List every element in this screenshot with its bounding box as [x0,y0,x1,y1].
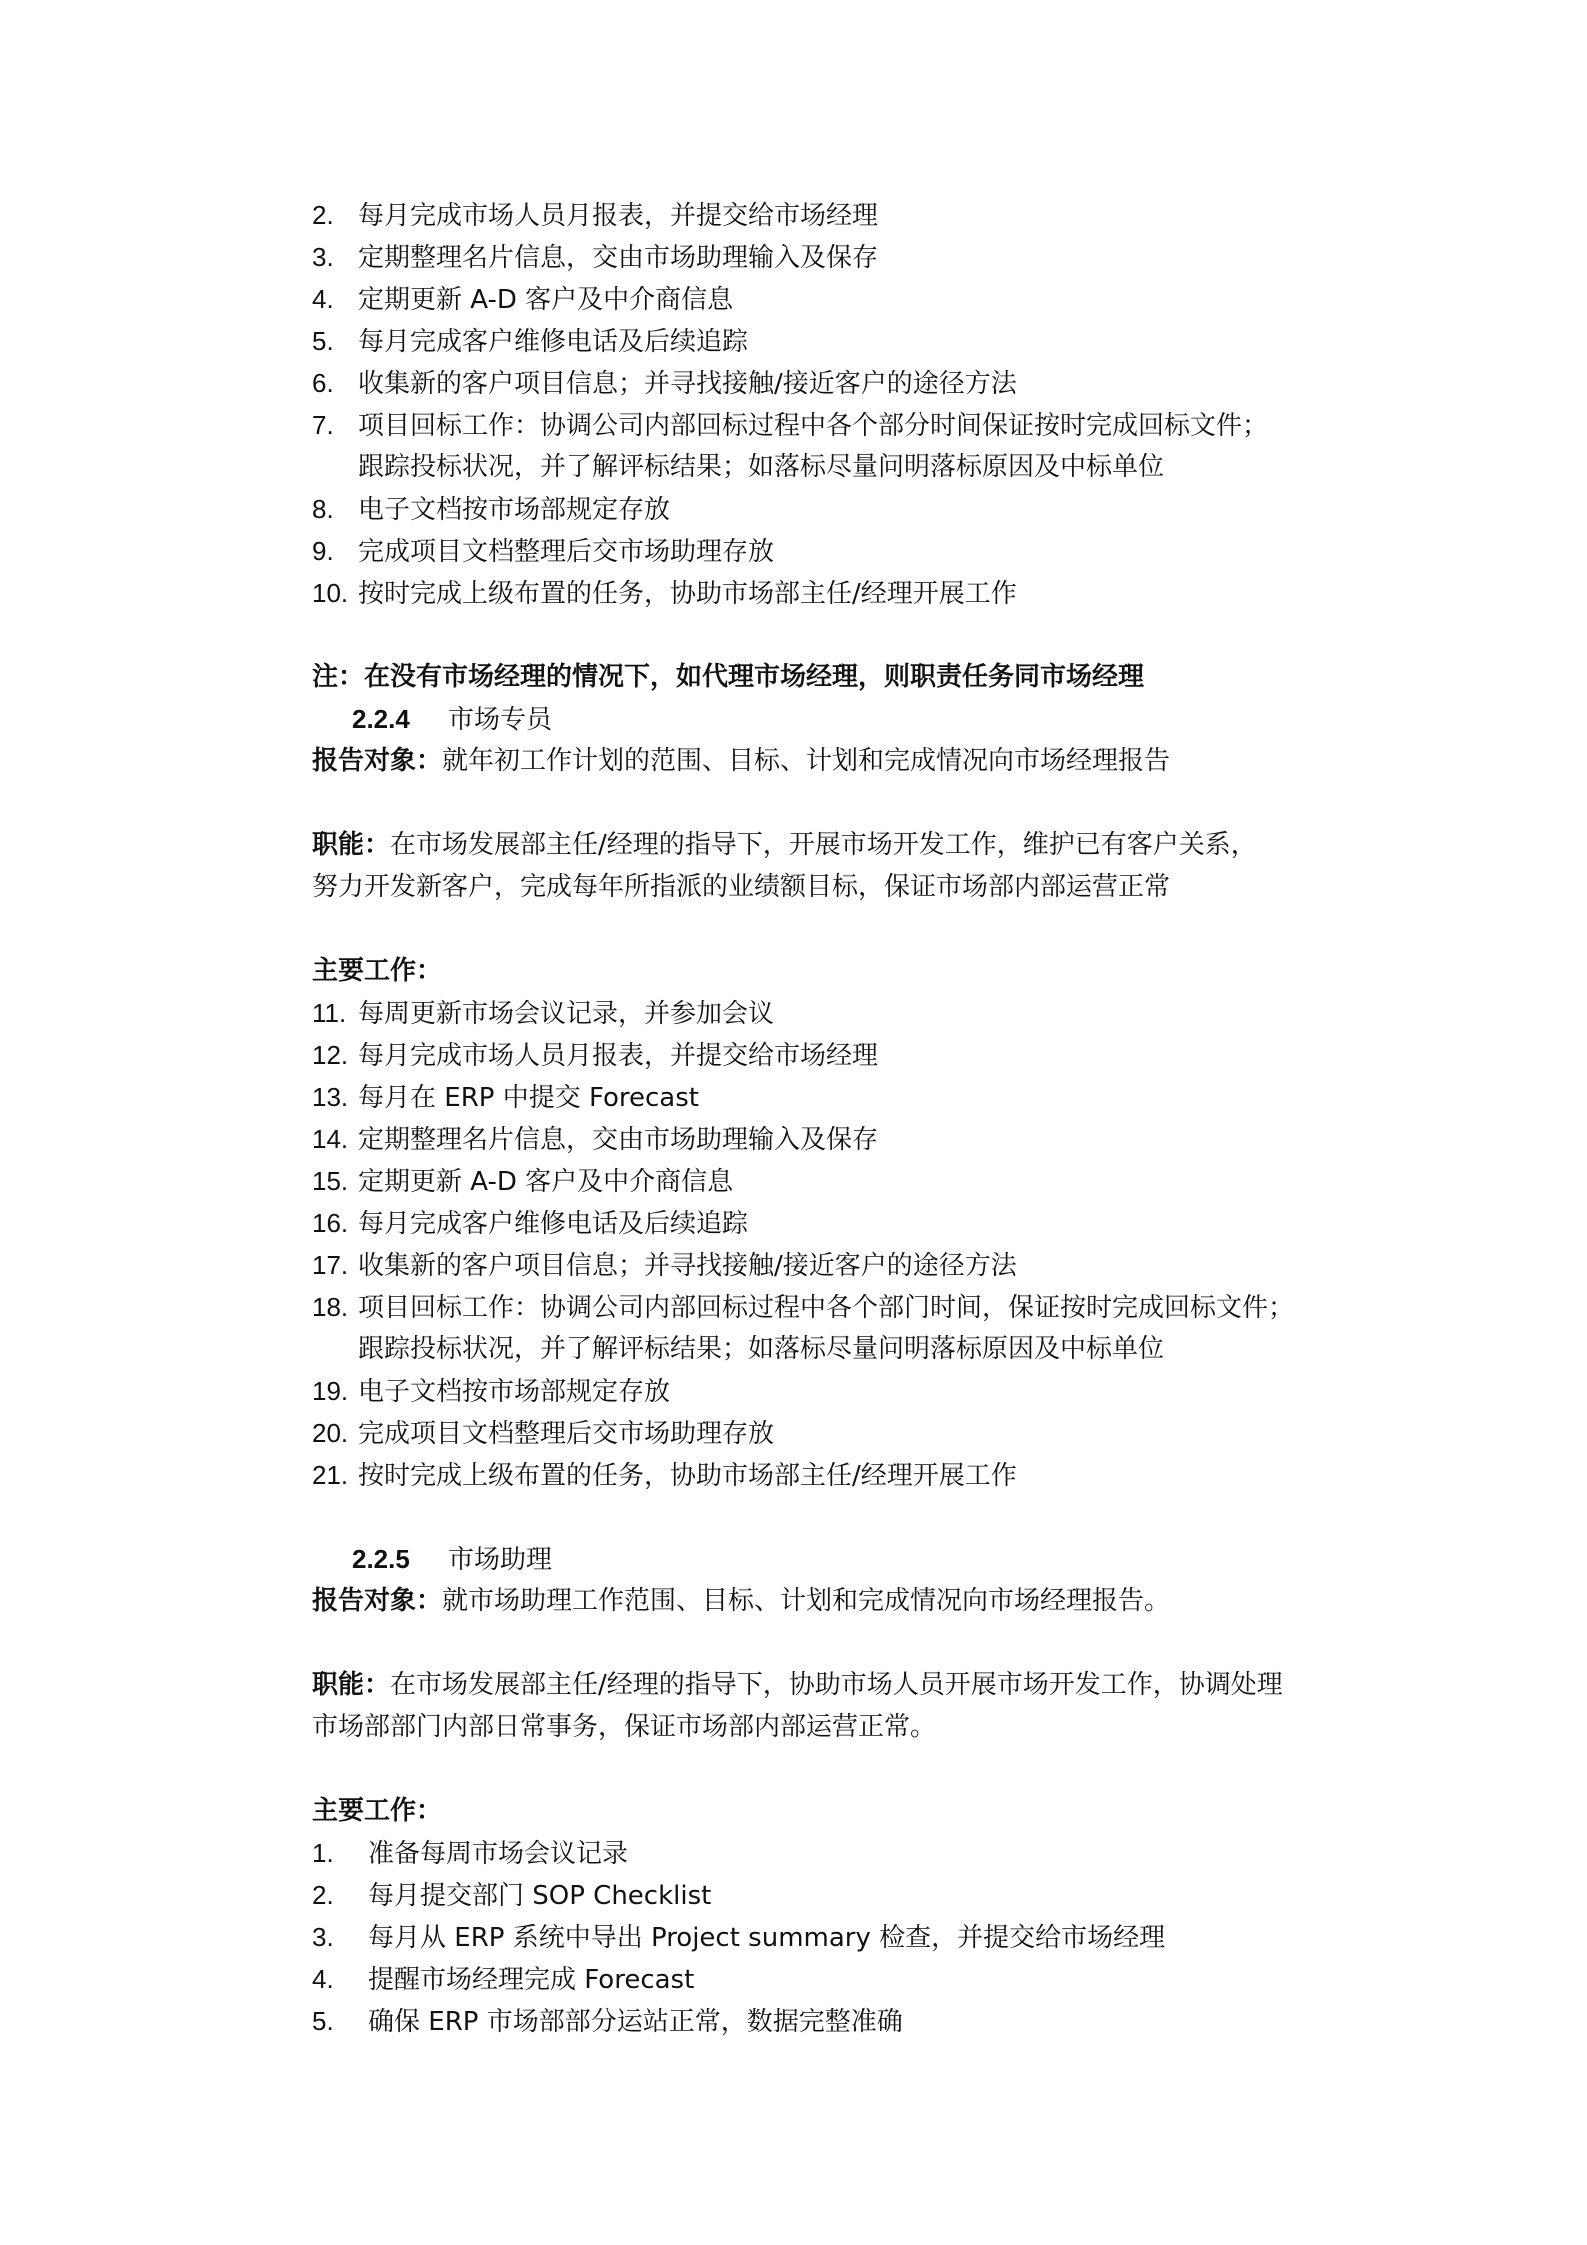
list-item [312,404,1352,446]
report-text: 就年初工作计划的范围、目标、计划和完成情况向市场经理报告 [442,746,1171,776]
list-item-number: 6. [312,368,334,398]
list-item-number: 4. [312,1964,334,1994]
main-work-label: 主要工作： [312,956,443,986]
section-heading-225 [312,1538,1352,1580]
section-number: 2.2.5 [352,1544,410,1574]
list-item-text: 定期更新 A-D 客户及中介商信息 [358,1167,734,1197]
list-item-number: 19. [312,1376,349,1406]
list-item [312,572,1352,614]
report-label: 报告对象： [312,1586,443,1616]
list-item [312,362,1352,404]
duty-text: 在市场发展部主任/经理的指导下，协助市场人员开展市场开发工作，协调处理 [390,1670,1283,1700]
list-item [312,488,1352,530]
list-item-text: 项目回标工作：协调公司内部回标过程中各个部门时间，保证按时完成回标文件； [358,1293,1295,1323]
list-item-text: 每月提交部门 SOP Checklist [368,1881,712,1911]
list-item-text: 按时完成上级布置的任务，协助市场部主任/经理开展工作 [358,579,1017,609]
list-item [312,1958,1352,2000]
duty-text: 在市场发展部主任/经理的指导下，开展市场开发工作，维护已有客户关系， [390,830,1257,860]
list-item-text: 每月在 ERP 中提交 Forecast [358,1083,699,1113]
list-item [312,1832,1352,1874]
list-item-text: 提醒市场经理完成 Forecast [368,1965,695,1995]
list-item [312,1076,1352,1118]
list-item-text: 电子文档按市场部规定存放 [358,1377,671,1407]
list-item-text: 准备每周市场会议记录 [368,1839,629,1869]
list-item [312,1202,1352,1244]
list-item-text: 完成项目文档整理后交市场助理存放 [358,537,775,567]
list-item-number: 4. [312,284,334,314]
main-work-label: 主要工作： [312,1796,443,1826]
list-item-number: 18. [312,1292,349,1322]
list-item-text: 项目回标工作：协调公司内部回标过程中各个部分时间保证按时完成回标文件； [358,411,1269,441]
list-item-text: 每月完成市场人员月报表，并提交给市场经理 [358,1041,879,1071]
list-item [312,2000,1352,2042]
report-to [312,740,1352,782]
list-item-number: 1. [312,1838,334,1868]
report-text: 就市场助理工作范围、目标、计划和完成情况向市场经理报告。 [442,1586,1171,1616]
main-work-list [312,1832,1352,2042]
spacer [312,1622,1352,1664]
list-item [312,1286,1352,1328]
list-item-continuation: 跟踪投标状况，并了解评标结果；如落标尽量问明落标原因及中标单位 [358,1334,1165,1364]
duty-line [312,1664,1352,1706]
document-body [312,194,1352,2042]
list-item-number: 13. [312,1082,349,1112]
list-item-text: 收集新的客户项目信息；并寻找接触/接近客户的途径方法 [358,369,1017,399]
list-item-number: 21. [312,1460,349,1490]
list-item-number: 12. [312,1040,349,1070]
list-item [312,1034,1352,1076]
list-item-text: 电子文档按市场部规定存放 [358,495,671,525]
list-item-number: 5. [312,326,334,356]
list-item [312,1370,1352,1412]
list-item-number: 3. [312,242,334,272]
list-item [312,530,1352,572]
list-item-number: 8. [312,494,334,524]
section-title: 市场专员 [448,705,553,735]
list-item [312,1454,1352,1496]
list-item-text: 每月从 ERP 系统中导出 Project summary 检查，并提交给市场经理 [368,1923,1166,1953]
main-work-list [312,992,1352,1496]
duty-label: 职能： [312,830,391,860]
list-item-number: 2. [312,1880,334,1910]
list-item-number: 16. [312,1208,349,1238]
list-item [312,1874,1352,1916]
spacer [312,782,1352,824]
list-item-text: 定期整理名片信息，交由市场助理输入及保存 [358,1125,879,1155]
list-item [312,1412,1352,1454]
report-label: 报告对象： [312,746,443,776]
section-title: 市场助理 [448,1545,553,1575]
list-item [312,278,1352,320]
note: 注：在没有市场经理的情况下，如代理市场经理，则职责任务同市场经理 [312,662,1145,692]
duty-list-continued [312,194,1352,614]
list-item-number: 14. [312,1124,349,1154]
list-item [312,1244,1352,1286]
list-item-text: 每月完成市场人员月报表，并提交给市场经理 [358,201,879,231]
list-item-text: 完成项目文档整理后交市场助理存放 [358,1419,775,1449]
list-item-text: 每月完成客户维修电话及后续追踪 [358,327,749,357]
report-to [312,1580,1352,1622]
list-item-number: 11. [312,998,347,1028]
list-item-number: 5. [312,2006,334,2036]
list-item [312,194,1352,236]
spacer [312,908,1352,950]
list-item-number: 15. [312,1166,349,1196]
list-item-text: 定期整理名片信息，交由市场助理输入及保存 [358,243,879,273]
list-item-number: 7. [312,410,334,440]
list-item-text: 按时完成上级布置的任务，协助市场部主任/经理开展工作 [358,1461,1017,1491]
duty-line-continued: 市场部部门内部日常事务，保证市场部内部运营正常。 [312,1712,937,1742]
list-item [312,1118,1352,1160]
spacer [312,1748,1352,1790]
section-heading-224 [312,698,1352,740]
list-item-text: 收集新的客户项目信息；并寻找接触/接近客户的途径方法 [358,1251,1017,1281]
list-item-text: 确保 ERP 市场部部分运站正常，数据完整准确 [368,2007,903,2037]
section-number: 2.2.4 [352,704,410,734]
duty-line-continued: 努力开发新客户，完成每年所指派的业绩额目标，保证市场部内部运营正常 [312,872,1171,902]
list-item [312,320,1352,362]
spacer [312,1496,1352,1538]
list-item-number: 2. [312,200,334,230]
list-item-number: 3. [312,1922,334,1952]
list-item [312,1916,1352,1958]
list-item-text: 每周更新市场会议记录，并参加会议 [358,999,775,1029]
duty-label: 职能： [312,1670,391,1700]
list-item-number: 17. [312,1250,349,1280]
list-item-text: 定期更新 A-D 客户及中介商信息 [358,285,734,315]
list-item [312,992,1352,1034]
list-item [312,236,1352,278]
list-item-number: 9. [312,536,334,566]
list-item-continuation: 跟踪投标状况，并了解评标结果；如落标尽量问明落标原因及中标单位 [358,452,1165,482]
list-item-text: 每月完成客户维修电话及后续追踪 [358,1209,749,1239]
list-item [312,1160,1352,1202]
list-item-number: 10. [312,578,349,608]
list-item-number: 20. [312,1418,349,1448]
spacer [312,614,1352,656]
duty-line [312,824,1352,866]
